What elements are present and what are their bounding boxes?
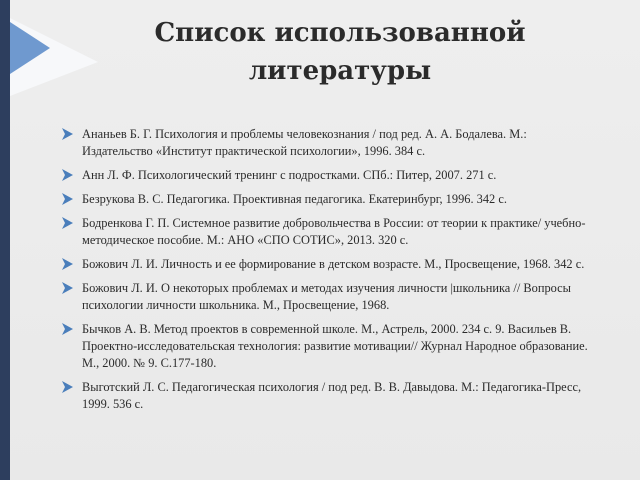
reference-text: Божович Л. И. Личность и ее формирование в детском возрасте. М., Просвещение, 1968. 342 с.: [82, 257, 585, 271]
reference-item: [62, 215, 592, 249]
arrow-bullet-icon: [62, 282, 73, 294]
reference-text: Выготский Л. С. Педагогическая психология / под ред. В. В. Давыдова. М.: Педагогика-Пресс, 1999. 536 с.: [82, 380, 582, 411]
reference-text: Бычков А. В. Метод проектов в современной школе. М., Астрель, 2000. 234 с. 9. Васильев В. Проектно-исследовательская технология: развитие мотивации// Журнал Народное образование. М., 2000. № 9. С.177-180.: [82, 322, 588, 370]
reference-text: Божович Л. И. О некоторых проблемах и методах изучения личности |школьника // Вопросы психологии личности школьника. М., Просвещение, 1968.: [82, 281, 572, 312]
reference-text: Анн Л. Ф. Психологический тренинг с подростками. СПб.: Питер, 2007. 271 с.: [82, 168, 497, 182]
arrow-bullet-icon: [62, 323, 73, 335]
reference-list: [62, 126, 592, 420]
reference-item: [62, 256, 592, 273]
arrow-bullet-icon: [62, 128, 73, 140]
title-line-1: Список использованной: [154, 18, 526, 48]
arrow-bullet-icon: [62, 258, 73, 270]
reference-text: Безрукова В. С. Педагогика. Проективная педагогика. Екатеринбург, 1996. 342 с.: [82, 192, 507, 206]
arrow-bullet-icon: [62, 217, 73, 229]
reference-item: [62, 167, 592, 184]
reference-item: [62, 321, 592, 372]
page-title: [40, 14, 640, 90]
title-line-2: литературы: [248, 56, 432, 86]
reference-item: [62, 126, 592, 160]
reference-text: Бодренкова Г. П. Системное развитие добровольчества в России: от теории к практике/ учебно-методическое пособие. М.: АНО «СПО СОТИС», 2013. 320 с.: [82, 216, 586, 247]
reference-item: [62, 191, 592, 208]
arrow-bullet-icon: [62, 169, 73, 181]
arrow-bullet-icon: [62, 381, 73, 393]
reference-item: [62, 280, 592, 314]
reference-item: [62, 379, 592, 413]
reference-text: Ананьев Б. Г. Психология и проблемы человекознания / под ред. А. А. Бодалева. М.: Издательство «Институт практической психологии», 1996. 384 с.: [82, 127, 527, 158]
arrow-bullet-icon: [62, 193, 73, 205]
